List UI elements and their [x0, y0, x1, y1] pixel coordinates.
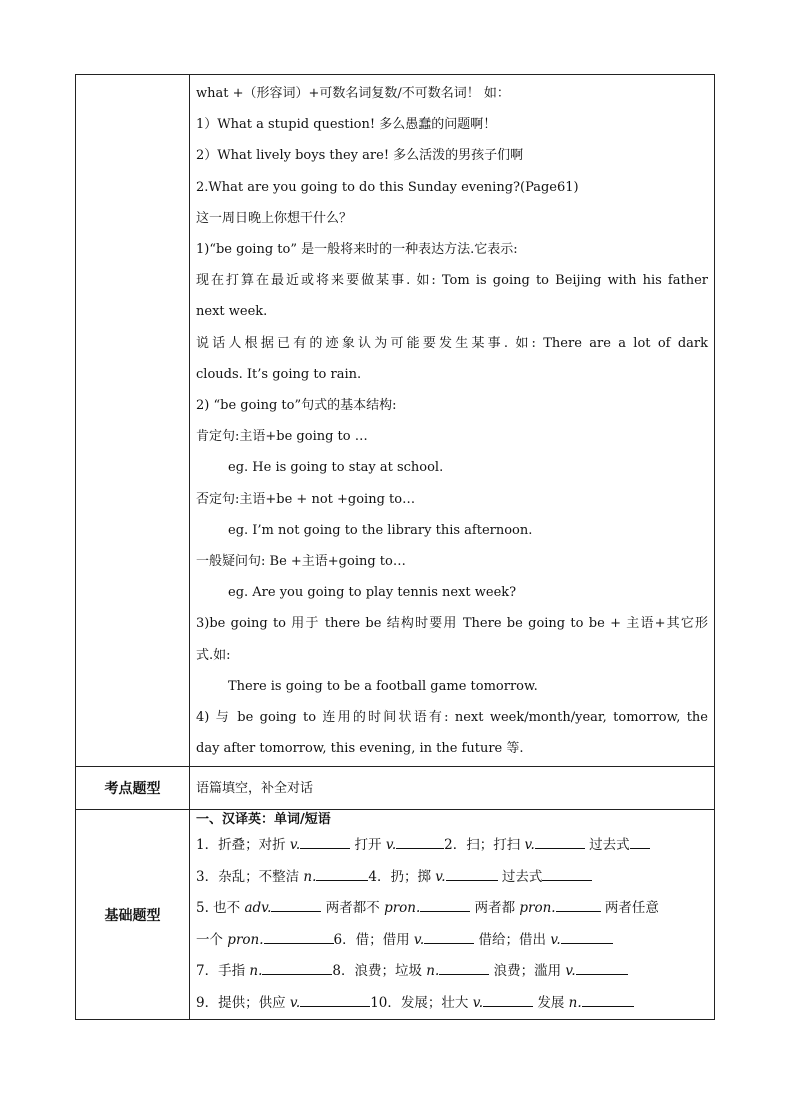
- prompt: 过去式: [584, 837, 630, 854]
- prompt: 一个: [196, 931, 228, 948]
- section-title: 一、汉译英：单词/短语: [196, 812, 331, 828]
- example-line: eg. Are you going to play tennis next week?: [228, 585, 517, 601]
- prompt: 8．浪费；垃圾: [332, 963, 427, 980]
- text-line: 1）What a stupid question! 多么愚蠢的问题啊！: [196, 117, 497, 133]
- text-line: clouds. It’s going to rain.: [196, 366, 362, 382]
- pos: v.: [524, 837, 535, 854]
- pos: n.: [249, 963, 263, 980]
- exercise-line: [196, 830, 708, 862]
- prompt: 借给；借出: [474, 931, 551, 948]
- text-line: next week.: [196, 304, 268, 320]
- pos: n.: [303, 868, 317, 885]
- text-line: 这一周日晚上你想干什么？: [196, 210, 353, 226]
- row-label: 考点题型: [76, 767, 190, 810]
- pos: v.: [565, 963, 576, 980]
- empty-label-cell: [76, 75, 190, 767]
- text-line: 2）What lively boys they are! 多么活泼的男孩子们啊: [196, 148, 524, 164]
- prompt: 1．折叠；对折: [196, 837, 290, 854]
- pos: adv.: [244, 900, 272, 917]
- prompt: 5. 也不: [196, 900, 245, 917]
- pos: v.: [550, 931, 561, 948]
- pos: n.: [426, 963, 440, 980]
- text-line: 3)be going to 用于 there be 结构时要用 There be going to be + 主语+其它形: [196, 616, 708, 632]
- example-line: eg. He is going to stay at school.: [228, 460, 444, 476]
- exercise-line: [196, 925, 708, 957]
- text-line: 2.What are you going to do this Sunday evening?(Page61): [196, 179, 579, 195]
- prompt: 打开: [350, 837, 386, 854]
- answer-blank[interactable]: [264, 931, 334, 944]
- exercise-line: [196, 893, 708, 925]
- answer-blank[interactable]: [576, 962, 628, 975]
- answer-blank[interactable]: [439, 962, 489, 975]
- question-type-value: 语篇填空，补全对话: [196, 780, 314, 796]
- prompt: 7．手指: [196, 963, 250, 980]
- pos: v.: [413, 931, 425, 948]
- text-line: 式.如:: [196, 647, 231, 663]
- answer-blank[interactable]: [556, 899, 601, 912]
- prompt: 两者任意: [600, 900, 659, 917]
- answer-blank[interactable]: [396, 836, 444, 849]
- prompt: 4．扔；掷: [368, 868, 436, 885]
- pos: v.: [289, 837, 301, 854]
- pos: pron.: [519, 900, 556, 917]
- row-label: 基础题型: [76, 810, 190, 1020]
- text-line: 说话人根据已有的迹象认为可能要发生某事. 如: There are a lot of dark: [196, 335, 708, 351]
- pos: pron.: [384, 900, 421, 917]
- pos: n.: [568, 994, 582, 1011]
- prompt: 3．杂乱；不整洁: [196, 868, 304, 885]
- exercise-cell: [190, 810, 715, 1020]
- text-line: 否定句:主语+be + not +going to…: [196, 491, 416, 507]
- table-row: [76, 767, 715, 810]
- table-row: [76, 75, 715, 767]
- answer-blank[interactable]: [300, 994, 370, 1007]
- answer-blank[interactable]: [483, 994, 533, 1007]
- question-type-text: [190, 767, 715, 810]
- exercise-line: [196, 862, 708, 894]
- exercise-line: [196, 988, 708, 1020]
- example-line: There is going to be a football game tomorrow.: [228, 678, 538, 694]
- text-line: 现在打算在最近或将来要做某事. 如: Tom is going to Beijing with his father: [196, 273, 708, 289]
- text-line: 一般疑问句: Be +主语+going to…: [196, 554, 406, 570]
- answer-blank[interactable]: [271, 899, 321, 912]
- prompt: 两者都: [470, 900, 520, 917]
- answer-blank[interactable]: [582, 994, 634, 1007]
- answer-blank[interactable]: [316, 868, 368, 881]
- prompt: 发展: [533, 994, 569, 1011]
- pos: v.: [472, 994, 484, 1011]
- prompt: 2．扫；打扫: [444, 837, 525, 854]
- pos: v.: [385, 837, 397, 854]
- answer-blank[interactable]: [262, 962, 332, 975]
- table-row: [76, 810, 715, 1020]
- answer-blank[interactable]: [535, 836, 585, 849]
- prompt: 过去式: [497, 868, 543, 885]
- text-line: 肯定句:主语+be going to …: [196, 429, 368, 445]
- exercise-line: [196, 956, 708, 988]
- pos: v.: [289, 994, 301, 1011]
- text-line: 4) 与 be going to 连用的时间状语有: next week/month/year, tomorrow, the: [196, 710, 708, 726]
- content-table: [75, 74, 715, 1020]
- answer-blank[interactable]: [446, 868, 498, 881]
- pos: v.: [435, 868, 446, 885]
- prompt: 9．提供；供应: [196, 994, 290, 1011]
- prompt: 6．借；借用: [333, 931, 414, 948]
- answer-blank[interactable]: [300, 836, 350, 849]
- text-line: 2) “be going to”句式的基本结构:: [196, 398, 397, 414]
- example-line: eg. I’m not going to the library this afternoon.: [228, 522, 533, 538]
- answer-blank[interactable]: [561, 931, 613, 944]
- text-line: day after tomorrow, this evening, in the future 等.: [196, 741, 524, 757]
- answer-blank[interactable]: [542, 868, 592, 881]
- answer-blank[interactable]: [424, 931, 474, 944]
- text-line: what +（形容词）+可数名词复数/不可数名词！ 如：: [196, 86, 510, 101]
- text-line: 1)“be going to” 是一般将来时的一种表达方法.它表示:: [196, 242, 518, 258]
- grammar-notes-cell: [190, 75, 715, 767]
- prompt: 浪费；滥用: [489, 963, 566, 980]
- answer-blank[interactable]: [420, 899, 470, 912]
- answer-blank[interactable]: [630, 836, 650, 849]
- pos: pron.: [227, 931, 264, 948]
- prompt: 两者都不: [321, 900, 385, 917]
- prompt: 10．发展；壮大: [370, 994, 473, 1011]
